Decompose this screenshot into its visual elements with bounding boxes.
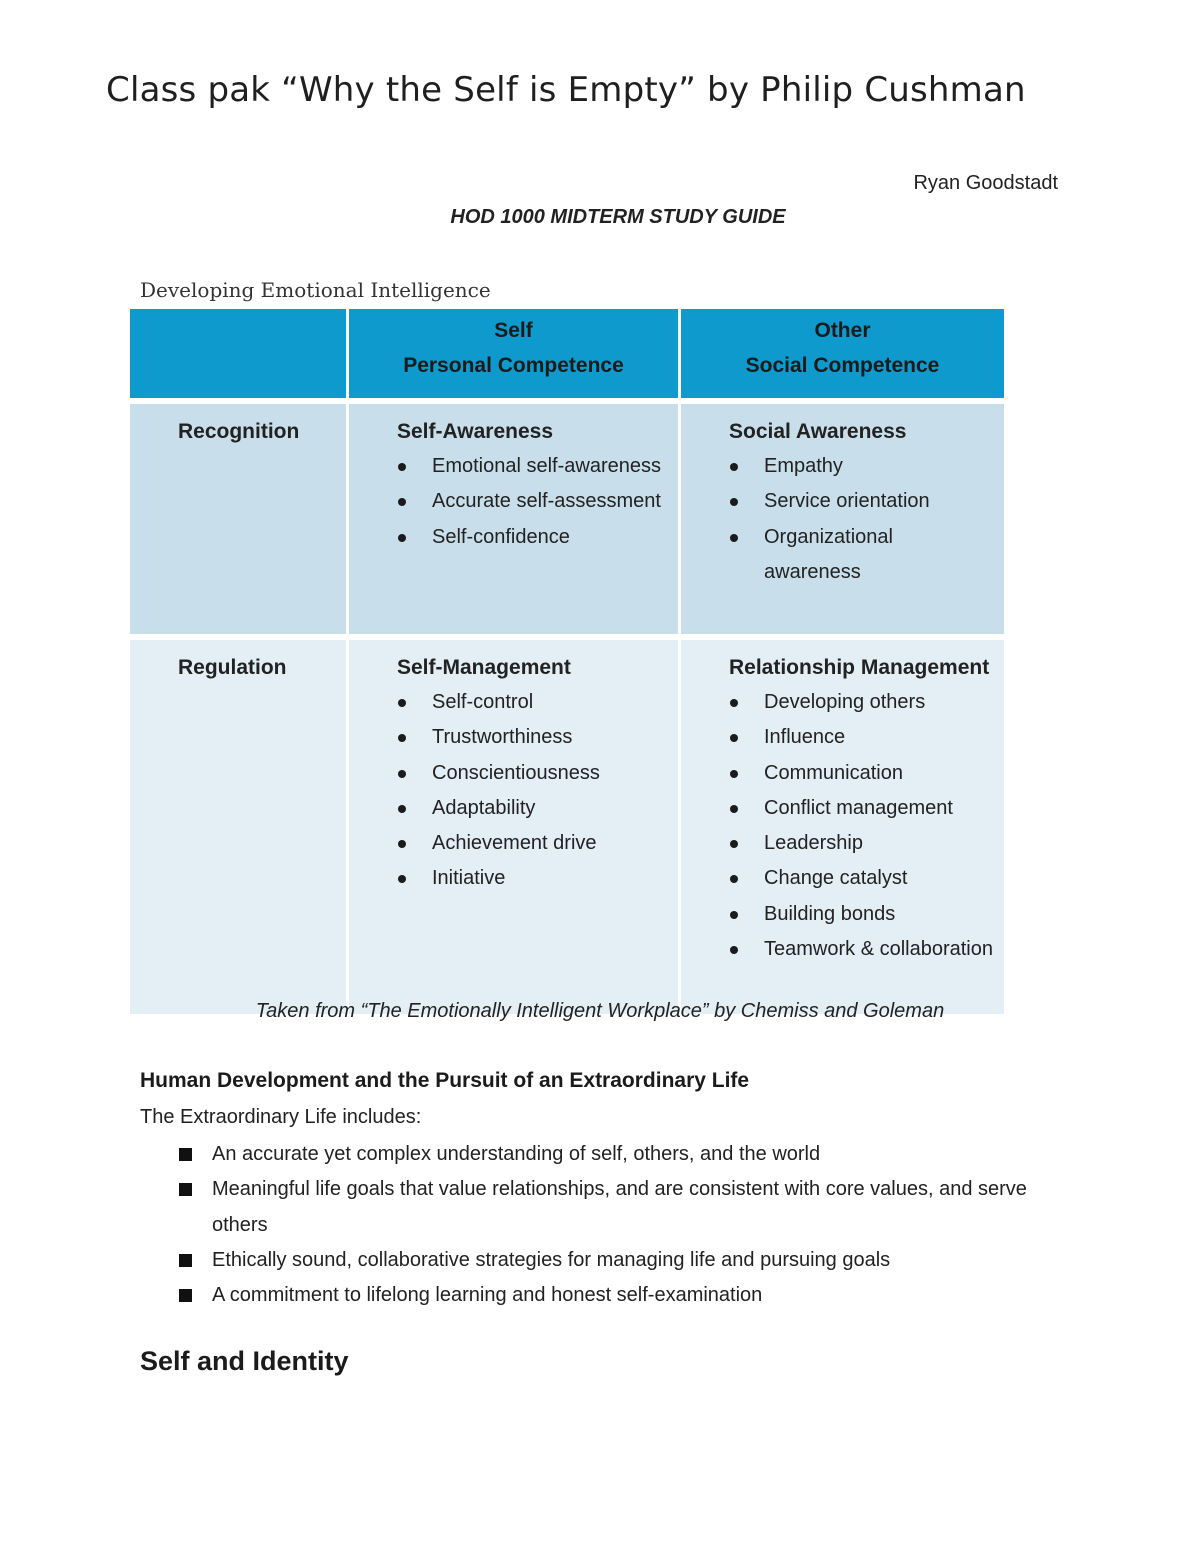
section-intro: The Extraordinary Life includes:: [140, 1106, 422, 1128]
cell-heading: Relationship Management: [729, 656, 990, 679]
row-label-recognition: Recognition: [130, 404, 346, 640]
list-item: Conflict management: [729, 791, 994, 826]
list-item: Accurate self-assessment: [397, 484, 668, 519]
table-row-recognition: [130, 404, 1004, 640]
section-heading-human-development: Human Development and the Pursuit of an Extraordinary Life: [140, 1069, 750, 1092]
list-item: Service orientation: [729, 484, 994, 519]
cell-heading: Self-Awareness: [397, 420, 554, 443]
list-item: Leadership: [729, 826, 994, 861]
extraordinary-life-list: [176, 1137, 1056, 1313]
competency-list: [397, 449, 668, 555]
header-other-line2: Social Competence: [745, 354, 940, 377]
row-label-regulation: Regulation: [130, 640, 346, 1014]
table-row-regulation: [130, 640, 1004, 1014]
list-item: Teamwork & collaboration: [729, 932, 994, 967]
header-empty-cell: [130, 309, 346, 404]
header-self-cell: [349, 309, 678, 404]
document-title: Class pak “Why the Self is Empty” by Philip Cushman: [106, 70, 1026, 110]
header-other-line1: Other: [814, 319, 871, 342]
list-item: Emotional self-awareness: [397, 449, 668, 484]
author-name: Ryan Goodstadt: [913, 172, 1058, 194]
list-item: Achievement drive: [397, 826, 668, 861]
list-item: A commitment to lifelong learning and honest self-examination: [176, 1278, 1056, 1313]
list-item: Influence: [729, 720, 994, 755]
list-item: Trustworthiness: [397, 720, 668, 755]
list-item: Conscientiousness: [397, 756, 668, 791]
cell-self-management: [349, 640, 678, 1014]
list-item: Organizational awareness: [729, 520, 994, 591]
study-guide-title: HOD 1000 MIDTERM STUDY GUIDE: [450, 206, 786, 228]
list-item: Adaptability: [397, 791, 668, 826]
list-item: Ethically sound, collaborative strategies for managing life and pursuing goals: [176, 1243, 1056, 1278]
header-self-line1: Self: [494, 319, 533, 342]
list-item: An accurate yet complex understanding of self, others, and the world: [176, 1137, 1056, 1172]
cell-social-awareness: [681, 404, 1004, 640]
competency-list: [729, 685, 994, 967]
list-item: Meaningful life goals that value relationships, and are consistent with core values, and serve others: [176, 1172, 1056, 1243]
list-item: Developing others: [729, 685, 994, 720]
list-item: Building bonds: [729, 897, 994, 932]
competency-list: [397, 685, 668, 897]
header-other-cell: [681, 309, 1004, 404]
section-heading-self-and-identity: Self and Identity: [140, 1346, 349, 1376]
list-item: Self-confidence: [397, 520, 668, 555]
cell-heading: Social Awareness: [729, 420, 907, 443]
competency-list: [729, 449, 994, 590]
list-item: Empathy: [729, 449, 994, 484]
cell-relationship-management: [681, 640, 1004, 1014]
list-item: Self-control: [397, 685, 668, 720]
cell-self-awareness: [349, 404, 678, 640]
table-source-note: Taken from “The Emotionally Intelligent Workplace” by Chemiss and Goleman: [255, 1000, 945, 1022]
list-item: Change catalyst: [729, 861, 994, 896]
emotional-intelligence-table: [127, 309, 1007, 1014]
header-self-line2: Personal Competence: [403, 354, 624, 377]
list-item: Communication: [729, 756, 994, 791]
table-caption: Developing Emotional Intelligence: [140, 278, 491, 302]
cell-heading: Self-Management: [397, 656, 571, 679]
table-header-row: [130, 309, 1004, 404]
list-item: Initiative: [397, 861, 668, 896]
